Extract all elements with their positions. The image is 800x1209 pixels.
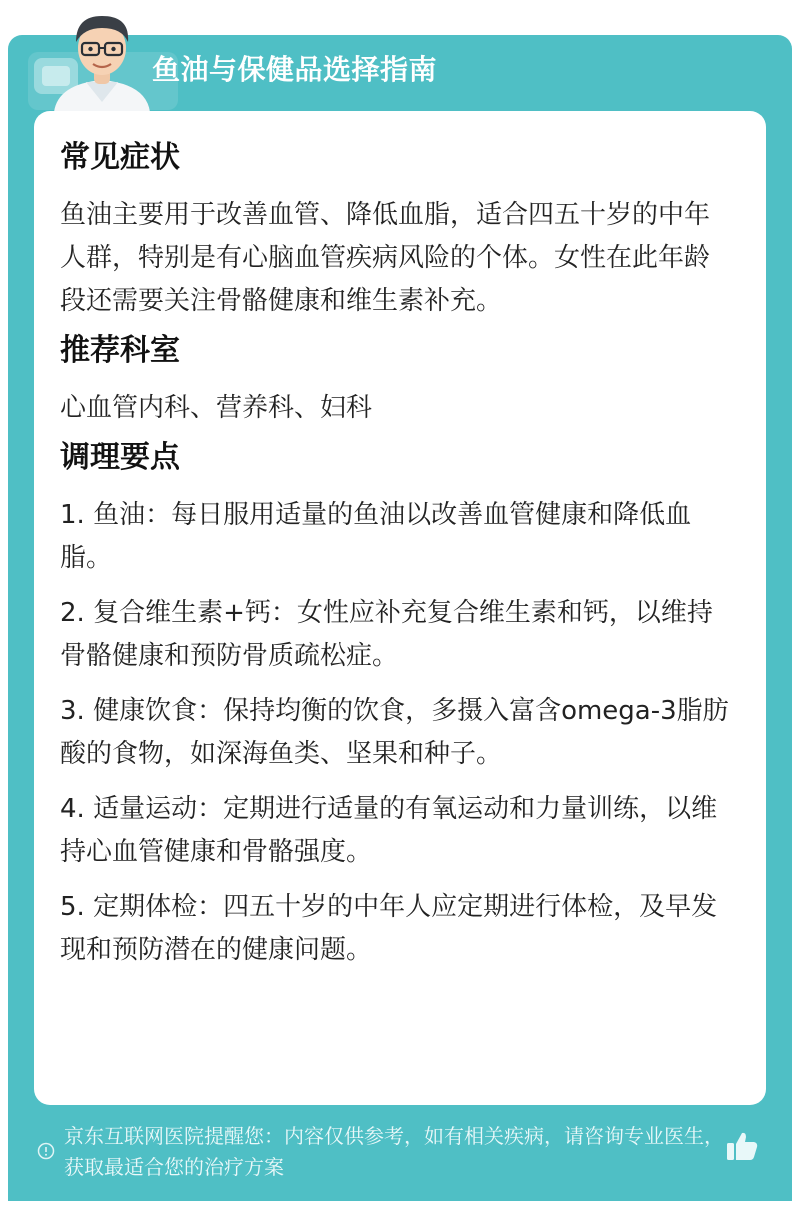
disclaimer-text: 京东互联网医院提醒您：内容仅供参考，如有相关疾病，请咨询专业医生，获取最适合您的治疗方案 <box>64 1124 724 1179</box>
section-title-symptoms: 常见症状 <box>60 140 180 175</box>
list-item: 1. 鱼油：每日服用适量的鱼油以改善血管健康和降低血脂。 <box>60 500 692 573</box>
section-title-care-points: 调理要点 <box>60 440 180 475</box>
doctor-avatar-icon <box>48 6 156 112</box>
list-item: 2. 复合维生素+钙：女性应补充复合维生素和钙，以维持骨骼健康和预防骨质疏松症。 <box>60 598 713 671</box>
list-item: 5. 定期体检：四五十岁的中年人应定期进行体检，及早发现和预防潜在的健康问题。 <box>60 892 718 965</box>
list-item: 3. 健康饮食：保持均衡的饮食，多摄入富含omega-3脂肪酸的食物，如深海鱼类、坚果和种子。 <box>60 696 729 769</box>
section-text-symptoms: 鱼油主要用于改善血管、降低血脂，适合四五十岁的中年人群，特别是有心脑血管疾病风险的个体。女性在此年龄段还需要关注骨骼健康和维生素补充。 <box>60 200 711 316</box>
section-title-department: 推荐科室 <box>60 333 180 368</box>
page-title: 鱼油与保健品选择指南 <box>152 53 438 86</box>
list-item: 4. 适量运动：定期进行适量的有氧运动和力量训练，以维持心血管健康和骨骼强度。 <box>60 794 718 867</box>
thumbs-up-icon[interactable] <box>724 1128 760 1164</box>
info-icon <box>37 1142 55 1160</box>
section-text-department: 心血管内科、营养科、妇科 <box>60 393 373 423</box>
content-body <box>60 130 732 984</box>
